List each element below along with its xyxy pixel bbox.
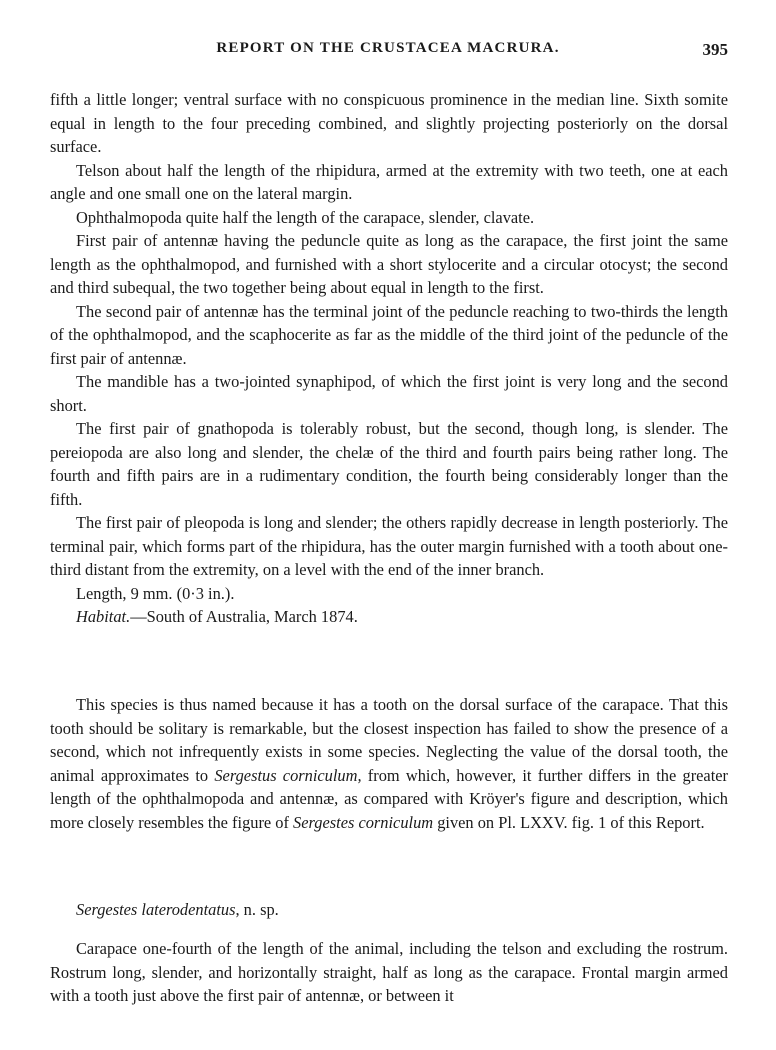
page-header (48, 40, 728, 64)
paragraph-second-antennae: The second pair of antennæ has the terminal joint of the peduncle reaching to two-thirds the length of the ophthalmopod, and the scaphocerite as far as the middle of the third joint of the peduncle of the first pair of antennæ. (50, 301, 728, 368)
species-name-corniculum-2: Sergestes corniculum (293, 812, 434, 832)
species-description (50, 88, 728, 629)
new-species-description (50, 937, 728, 1008)
paragraph-length: Length, 9 mm. (0·3 in.). (76, 583, 235, 603)
paragraph-telson: Telson about half the length of the rhipidura, armed at the extremity with two teeth, one at each angle and one small one on the lateral margin. (50, 160, 728, 203)
species-name-corniculum: Sergestus corniculum, (214, 765, 362, 785)
paragraph-gnathopoda: The first pair of gnathopoda is tolerably robust, but the second, though long, is slender. The pereiopoda are also long and slender, the chelæ of the third and fourth pairs being rather long. The fourth and fifth pairs are in a rudimentary condition, the fourth being considerably longer than the fifth. (50, 419, 728, 509)
habitat-label: Habitat. (76, 607, 131, 626)
page-number: 395 (702, 40, 728, 59)
paragraph-pleopoda: The first pair of pleopoda is long and slender; the others rapidly decrease in length posteriorly. The terminal pair, which forms part of the rhipidura, has the outer margin furnished with a tooth about one-third distant from the extremity, on a level with the end of the inner branch. (50, 513, 728, 579)
paragraph-abdomen: fifth a little longer; ventral surface with no conspicuous prominence in the median line. Sixth somite equal in length to the four preceding combined, and slightly projecting posteriorly on the dorsal surface. (50, 90, 728, 156)
new-species-heading: Sergestes laterodentatus, n. sp. (76, 900, 279, 919)
discussion-section (50, 693, 728, 834)
habitat-text: —South of Australia, March 1874. (130, 607, 358, 626)
paragraph-ophthalmopoda: Ophthalmopoda quite half the length of the carapace, slender, clavate. (76, 207, 535, 227)
species-name-laterodentatus: Sergestes laterodentatus (76, 900, 236, 919)
paragraph-first-antennae: First pair of antennæ having the peduncle quite as long as the carapace, the first joint the same length as the ophthalmopod, and furnished with a short stylocerite and a circular otocyst; the second and third subequal, the two together being about equal in length to the first. (50, 231, 728, 297)
paragraph-habitat (50, 605, 728, 629)
running-head: REPORT ON THE CRUSTACEA MACRURA. (216, 40, 560, 56)
paragraph-discussion: This species is thus named because it has a tooth on the dorsal surface of the carapace. That this tooth should be solitary is remarkable, but the closest inspection has failed to show the presence of a second, which not infrequently exists in some species. Neglecting the value of the dorsal tooth, the animal approximates to Sergestus corniculum, from which, however, it further differs in the greater length of the ophthalmopoda and antennæ, as compared with Kröyer's figure and description, which more closely resembles the figure of Sergestes corniculum given on Pl. LXXV. fig. 1 of this Report. (50, 695, 728, 832)
paragraph-mandible: The mandible has a two-jointed synaphipod, of which the first joint is very long and the second short. (50, 372, 728, 415)
paragraph-carapace: Carapace one-fourth of the length of the animal, including the telson and excluding the rostrum. Rostrum long, slender, and horizontally straight, half as long as the carapace. Frontal margin armed with a tooth just above the first pair of antennæ, or between it (50, 939, 728, 1005)
